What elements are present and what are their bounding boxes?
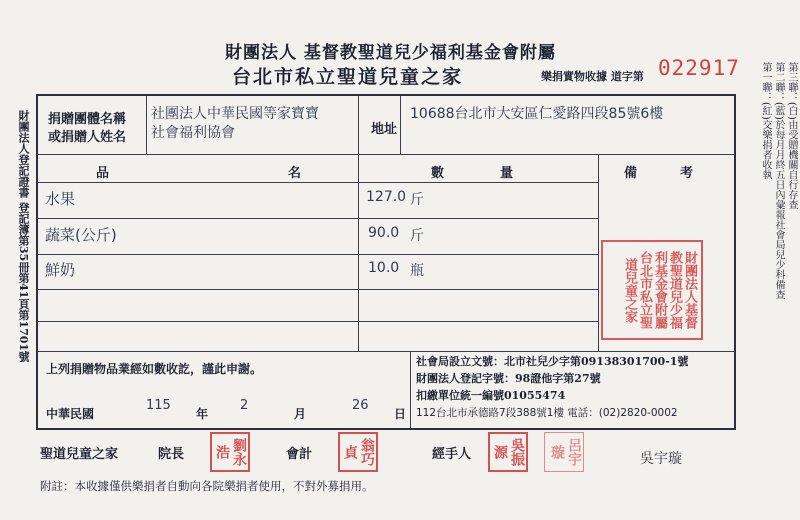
row2-unit: 斤 bbox=[410, 228, 424, 244]
org-permit-no: 社會局設立文號：北市社兒少字第09138301700-1號 bbox=[416, 355, 689, 368]
accountant-label: 會計 bbox=[286, 447, 313, 462]
copy2-note: 第二聯：(藍)於每月月終五日內彙報社會局兒少科備查 bbox=[773, 62, 784, 300]
col-item-a: 品 bbox=[96, 166, 110, 181]
col-note-a: 備 bbox=[624, 166, 638, 181]
home-label: 聖道兒童之家 bbox=[40, 447, 119, 462]
row2-item: 蔬菜(公斤) bbox=[45, 226, 117, 244]
col-note-b: 考 bbox=[680, 166, 694, 181]
org-address-phone: 112台北市承德路7段388號1樓 電話：(02)2820-0002 bbox=[416, 407, 678, 419]
handler-stamp-1: 吳振源 bbox=[488, 432, 528, 472]
row3-qty: 10.0 bbox=[368, 260, 400, 276]
row1-item: 水果 bbox=[45, 190, 76, 208]
col-qty-a: 數 bbox=[431, 166, 445, 181]
donor-label-line2: 或捐贈人姓名 bbox=[48, 130, 127, 145]
col-item-b: 名 bbox=[288, 166, 302, 181]
row3-unit: 瓶 bbox=[410, 263, 424, 279]
org-tax-id: 扣繳單位統一編號01055474 bbox=[416, 389, 566, 402]
handler-label: 經手人 bbox=[432, 447, 472, 462]
date-year: 115 bbox=[146, 398, 171, 413]
acknowledgement-text: 上列捐贈物品業經如數收訖，謹此申謝。 bbox=[46, 362, 263, 376]
date-year-unit: 年 bbox=[196, 407, 209, 421]
row1-qty: 127.0 bbox=[366, 189, 407, 205]
date-era: 中華民國 bbox=[46, 407, 95, 421]
address-label: 地址 bbox=[371, 122, 398, 137]
copy1-note: 第一聯：(紅)交樂捐者收執 bbox=[760, 62, 771, 180]
date-month: 2 bbox=[240, 398, 249, 413]
row2-qty: 90.0 bbox=[368, 225, 400, 241]
left-margin-registration: 財團法人登記證書 登記簿第35冊第41頁第1701號 bbox=[17, 110, 30, 363]
director-label: 院長 bbox=[158, 447, 185, 462]
org-registration-no: 財團法人登記字號：98證他字第27號 bbox=[416, 372, 601, 385]
footnote: 附註：本收據僅供樂捐者自動向各院樂捐者使用，不對外募捐用。 bbox=[40, 479, 374, 493]
header-home-name: 台北市私立聖道兒童之家 bbox=[232, 66, 464, 88]
date-month-unit: 月 bbox=[294, 407, 307, 421]
handler-name: 吳宇璇 bbox=[640, 451, 682, 467]
organization-seal: 財團法人基督教聖道兒少福利基金會附屬台北市私立聖道兒童之家 bbox=[601, 240, 703, 340]
copy3-note: 第三聯：(白)由受贈機關自行存查 bbox=[786, 62, 797, 210]
donor-label-line1: 捐贈團體名稱 bbox=[48, 112, 127, 127]
header-foundation: 財團法人 基督教聖道兒少福利基金會附屬 bbox=[225, 43, 556, 63]
serial-number: 022917 bbox=[658, 56, 740, 80]
date-day: 26 bbox=[352, 398, 369, 413]
handler-stamp-2: 呂宇璇 bbox=[544, 432, 584, 472]
row3-item: 鮮奶 bbox=[45, 261, 76, 279]
donor-address: 10688台北市大安區仁愛路四段85號6樓 bbox=[410, 106, 664, 122]
col-qty-b: 量 bbox=[500, 166, 514, 181]
right-margin-copies bbox=[738, 62, 798, 362]
director-stamp: 劉永浩 bbox=[210, 432, 250, 472]
receipt-type: 樂捐實物收據 道字第 bbox=[541, 70, 644, 83]
donor-name-line1: 社團法人中華民國等家寶寶 bbox=[151, 106, 319, 122]
accountant-stamp: 翁巧貞 bbox=[338, 432, 378, 472]
donor-name-line2: 社會福利協會 bbox=[151, 125, 235, 141]
date-day-unit: 日 bbox=[394, 407, 407, 421]
row1-unit: 斤 bbox=[410, 192, 424, 208]
